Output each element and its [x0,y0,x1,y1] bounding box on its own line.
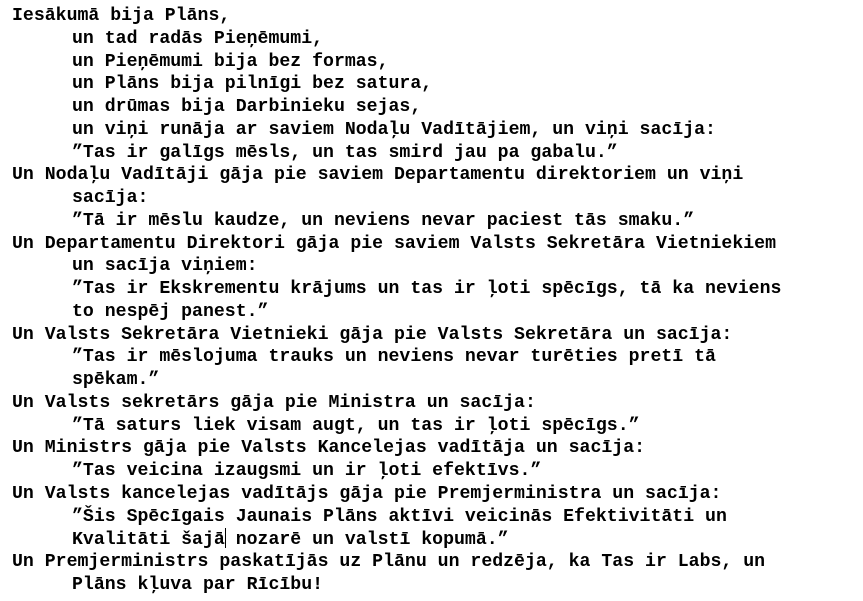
text-line: sacīja: [72,188,149,208]
text-line: spēkam.” [72,370,160,390]
text-after-cursor: nozarē un valstī kopumā.” [224,530,509,551]
text-line: un tad radās Pieņēmumi, [72,28,324,49]
text-line: Un Valsts sekretārs gāja pie Ministra un sacīja: [12,392,536,413]
text-line: un sacīja viņiem: [72,256,258,277]
text-line: ”Tā saturs liek visam augt, un tas ir ļoti spēcīgs.” [72,415,640,436]
text-line: ”Šis Spēcīgais Jaunais Plāns aktīvi veicinās Efektivitāti un [72,506,727,527]
text-line: Un Departamentu Direktori gāja pie saviem Valsts Sekretāra Vietniekiem [12,233,776,254]
text-line: un viņi runāja ar saviem Nodaļu Vadītājiem, un viņi sacīja: [72,119,716,140]
text-line: un drūmas bija Darbinieku sejas, [72,97,422,117]
text-line: to nespēj panest.” [72,301,269,322]
text-before-cursor: Kvalitāti šajā [72,530,225,551]
text-line: ”Tas ir Ekskrementu krājums un tas ir ļoti spēcīgs, tā ka neviens [72,279,782,299]
text-line: Iesākumā bija Plāns, [12,6,231,26]
text-line: Un Ministrs gāja pie Valsts Kancelejas vadītāja un sacīja: [12,438,646,459]
text-line: ”Tā ir mēslu kaudze, un neviens nevar paciest tās smaku.” [72,210,695,231]
text-line: ”Tas ir mēslojuma trauks un neviens nevar turēties pretī tā [72,347,716,368]
text-line [12,528,863,551]
text-line: Plāns kļuva par Rīcību! [72,574,324,595]
text-line: Un Valsts kancelejas vadītājs gāja pie Premjerministra un sacīja: [12,483,722,504]
text-line: Un Valsts Sekretāra Vietnieki gāja pie Valsts Sekretāra un sacīja: [12,324,733,345]
text-line: un Pieņēmumi bija bez formas, [72,51,389,72]
text-line: ”Tas veicina izaugsmi un ir ļoti efektīvs.” [72,461,542,481]
text-line: Un Nodaļu Vadītāji gāja pie saviem Departamentu direktoriem un viņi [12,165,744,186]
text-line: ”Tas ir galīgs mēsls, un tas smird jau pa gabalu.” [72,142,618,163]
text-line: Un Premjerministrs paskatījās uz Plānu un redzēja, ka Tas ir Labs, un [12,552,766,572]
text-line: un Plāns bija pilnīgi bez satura, [72,74,433,95]
